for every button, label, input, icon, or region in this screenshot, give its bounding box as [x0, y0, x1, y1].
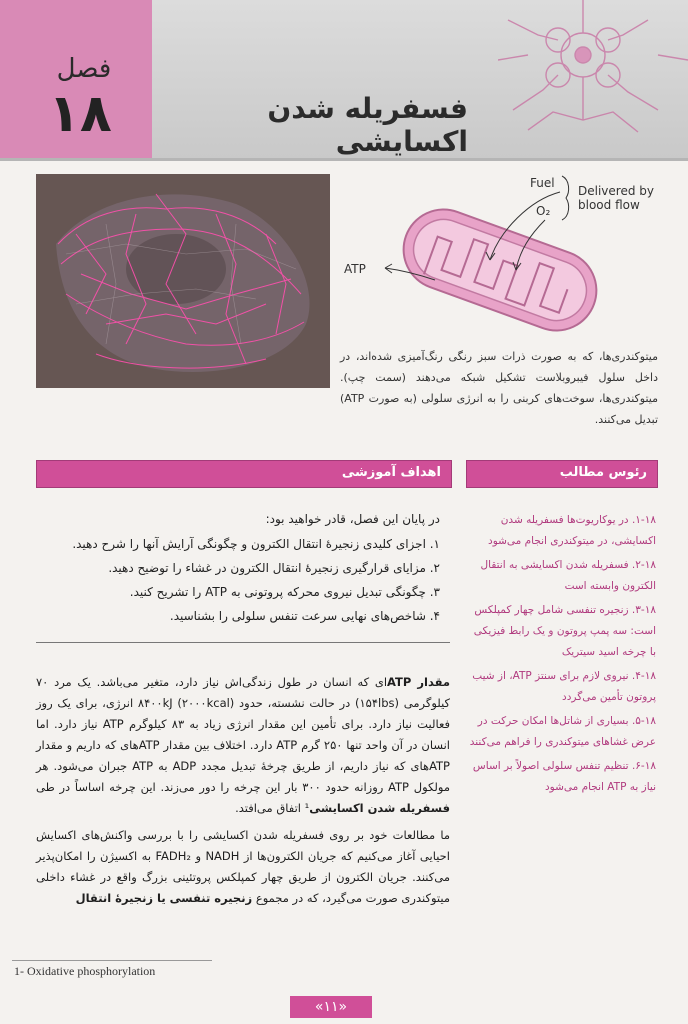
outline-item: ۱-۱۸. در یوکاریوت‌ها فسفریله شدن اکسایشی، در میتوکندری انجام می‌شود — [488, 514, 656, 547]
objectives-heading-bar — [36, 460, 452, 488]
objective-item: ۱. اجزای کلیدی زنجیرهٔ انتقال الکترون و چگونگی آرایش آنها را شرح دهید. — [72, 537, 440, 551]
objectives-intro: در پایان این فصل، قادر خواهید بود: — [265, 512, 440, 526]
o2-label: O₂ — [536, 204, 551, 218]
body-text: ¹ اتفاق می‌افتد. — [235, 801, 310, 815]
footnote-divider — [12, 960, 212, 961]
chapter-label-box — [0, 0, 152, 158]
mitochondria-network-micrograph — [36, 174, 330, 388]
chapter-title: فسفریله شدن اکسایشی — [267, 92, 468, 158]
header-divider — [0, 158, 688, 161]
objective-item: ۴. شاخص‌های نهایی سرعت تنفس سلولی را بشناسید. — [169, 609, 440, 623]
body-bold-term: زنجیره تنفسی یا زنجیرهٔ انتقال — [75, 891, 253, 905]
outline-item: ۶-۱۸. تنظیم تنفس سلولی اصولاً بر اساس نیاز به ATP انجام می‌شود — [472, 760, 656, 793]
delivered-label-line1: Delivered by — [578, 184, 654, 198]
objectives-divider — [36, 642, 450, 643]
body-bold-term: مقدار ATP — [387, 675, 451, 689]
delivered-label-line2: blood flow — [578, 198, 640, 212]
objective-item: ۲. مزایای قرارگیری زنجیرهٔ انتقال الکترون در غشاء را توضیح دهید. — [108, 561, 440, 575]
body-paragraphs — [36, 672, 450, 909]
molecular-network-decoration — [498, 0, 688, 158]
body-paragraph-2 — [36, 825, 450, 909]
bracket — [562, 176, 569, 220]
body-bold-term: فسفریله شدن اکسایشی — [309, 801, 450, 815]
body-text: ‌ای که انسان در طول زندگی‌اش نیاز دارد، متغیر می‌باشد. یک مرد ۷۰ کیلوگرمی (۱۵۴lbs) در حالت نشسته، حدود ۸۴۰۰kJ (۲۰۰۰kcal) انرژی، برای یک روز فعالیت نیاز دارد. برای تأمین این مقدار انرژی زیاد به ۸۳ کیلوگرم ATP نیاز دارد. اما انسان در آن واحد تنها ۲۵۰ گرم ATP دارد. اختلاف بین مقدار ATPهای که داریم و مقدار ATPهای که نیاز داریم، از طریق چرخهٔ تبدیل مجدد ADP به ATP جبران می‌شود. هر مولکول ATP روزانه حدود ۳۰۰ بار این چرخه را دور می‌زند. این چرخه اساساً در طی — [36, 675, 451, 794]
outline-heading-bar — [466, 460, 658, 488]
fuel-label: Fuel — [530, 176, 555, 190]
outline-item: ۲-۱۸. فسفریله شدن اکسایشی به انتقال الکترون وابسته است — [480, 559, 656, 592]
objectives-list — [40, 532, 440, 628]
chapter-word: فصل — [56, 54, 112, 84]
footnote: 1- Oxidative phosphorylation — [14, 964, 156, 978]
body-paragraph-1 — [36, 672, 450, 819]
objective-item: ۳. چگونگی تبدیل نیروی محرکه پروتونی به ATP را تشریح کنید. — [129, 585, 440, 599]
chapter-number: ۱۸ — [48, 84, 112, 144]
outline-item: ۴-۱۸. نیروی لازم برای سنتز ATP، از شیب پروتون تأمین می‌گردد — [472, 670, 656, 703]
page-number: «۱۱» — [290, 996, 372, 1018]
outline-item: ۵-۱۸. بسیاری از شاتل‌ها امکان حرکت در عرض غشاهای میتوکندری را فراهم می‌کنند — [469, 715, 656, 748]
body-text: ما مطالعات خود بر روی فسفریله شدن اکسایشی را با بررسی واکنش‌های اکسایش احیایی آغاز می‌کنیم که جریان الکترون‌ها از NADH و FADH₂ به اکسیژن را امکان‌پذیر می‌کنند. جریان الکترون از طریق چهار کمپلکس پروتئینی بزرگ واقع در غشاء داخلی میتوکندری صورت می‌گیرد، که در مجموع — [36, 828, 450, 905]
mitochondrion-diagram — [340, 170, 670, 340]
outline-list — [466, 510, 656, 801]
outline-item: ۳-۱۸. زنجیره تنفسی شامل چهار کمپلکس است: سه پمپ پروتون و یک رابط فیزیکی با چرخه اسید سیتریک — [473, 604, 656, 658]
outline-heading: رئوس مطالب — [559, 465, 647, 480]
objectives-heading: اهداف آموزشی — [341, 465, 441, 480]
figure-caption: میتوکندری‌ها، که به صورت ذرات سبز رنگی رنگ‌آمیزی شده‌اند، در داخل سلول فیبروبلاست تشکیل شبکه می‌دهند (سمت چپ). میتوکندری‌ها، سوخت‌های کربنی را به انرژی سلولی (به صورت ATP) تبدیل می‌کنند. — [340, 350, 658, 426]
atp-label: ATP — [344, 262, 366, 276]
